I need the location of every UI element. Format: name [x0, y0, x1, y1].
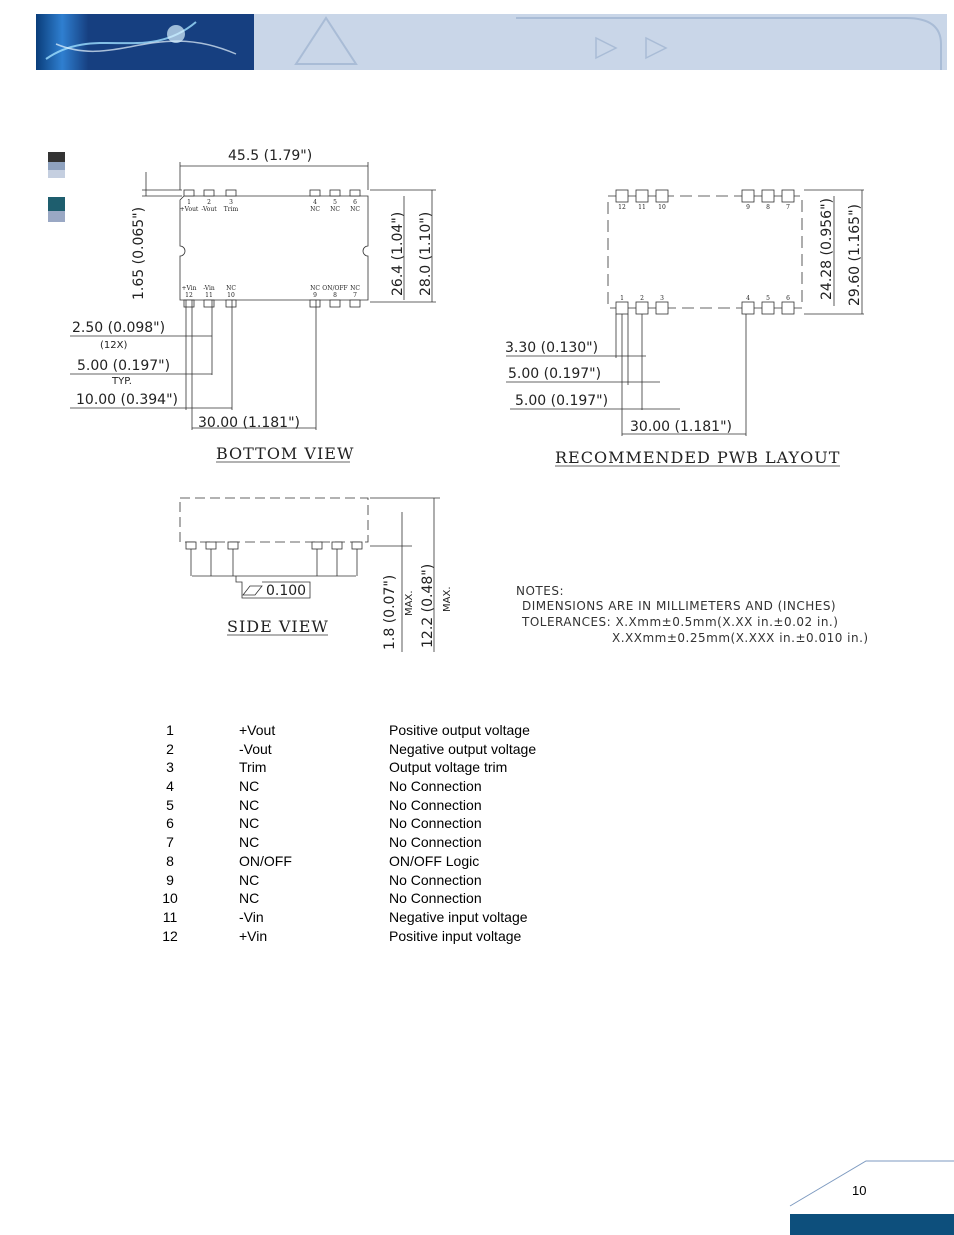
bottom-view-pin-name: ON/OFF — [322, 285, 348, 292]
table-row — [150, 928, 670, 947]
pwb-spacing5a-dim: 5.00 (0.197") — [508, 366, 602, 382]
pwb-pad — [656, 190, 668, 202]
pin-name: +Vin — [239, 927, 268, 944]
pin-number: 12 — [162, 927, 178, 944]
bottom-view-pad — [330, 300, 340, 307]
pin-name: NC — [239, 815, 260, 832]
bottom-spacing10-dim: 10.00 (0.394") — [76, 392, 178, 408]
bottom-view-pad — [204, 300, 214, 307]
pwb-pad-dim: 3.30 (0.130") — [505, 340, 599, 356]
bottom-view-pad — [226, 190, 236, 196]
pin-name: ON/OFF — [239, 852, 292, 869]
bottom-view-pin-number: 7 — [353, 292, 357, 299]
legend-square-light — [48, 162, 65, 170]
pwb-pad-number: 7 — [786, 204, 790, 211]
pwb-pad-number: 3 — [660, 295, 664, 302]
pwb-pad-number: 8 — [766, 204, 770, 211]
bottom-view-pad — [310, 190, 320, 196]
bottom-view-pin-number: 12 — [185, 292, 193, 299]
bottom-view-pin-number: 4 — [313, 199, 317, 206]
pwb-pad — [742, 302, 754, 314]
pin-number: 7 — [166, 834, 174, 851]
pin-function: Positive output voltage — [389, 722, 530, 738]
pwb-pad-number: 1 — [620, 295, 624, 302]
pwb-pad — [762, 190, 774, 202]
pin-function: ON/OFF Logic — [389, 852, 480, 869]
pin-function: Output voltage trim — [389, 759, 508, 776]
pwb-pad-number: 4 — [746, 295, 750, 302]
bottom-pitch-dim: 2.50 (0.098") — [72, 320, 166, 336]
bottom-view-pin-name: -Vin — [203, 285, 215, 292]
pin-function: No Connection — [389, 834, 482, 851]
pin-function: No Connection — [389, 796, 482, 813]
pin-number: 4 — [166, 778, 174, 795]
pin-function: Positive input voltage — [389, 927, 522, 944]
bottom-view-pad — [310, 300, 320, 307]
side-height-dim: 12.2 (0.48") — [420, 563, 436, 648]
table-row — [150, 909, 670, 928]
side-view-title: SIDE VIEW — [227, 617, 329, 636]
notes-line-3: X.XXmm±0.25mm(X.XXX in.±0.010 in.) — [612, 631, 869, 645]
bottom-view-pad — [350, 190, 360, 196]
bottom-view-pin-name: -Vout — [201, 206, 217, 213]
bottom-view-pad — [184, 300, 194, 307]
bottom-view-pin-name: NC — [310, 206, 320, 213]
pin-function: No Connection — [389, 815, 482, 832]
pwb-layout — [505, 190, 864, 467]
bottom-height-inner-dim: 26.4 (1.04") — [390, 211, 406, 296]
table-row — [150, 722, 670, 741]
side-view-pin — [206, 542, 216, 549]
bottom-view-pin-name: NC — [226, 285, 236, 292]
side-view-pin — [312, 542, 322, 549]
pin-name: Trim — [239, 759, 267, 776]
bottom-view-pin-name: +Vin — [181, 285, 197, 292]
pin-name: NC — [239, 890, 260, 907]
pwb-height-inner-dim: 24.28 (0.956") — [819, 198, 835, 300]
pin-number: 11 — [162, 908, 178, 925]
pin-name: NC — [239, 778, 260, 795]
pwb-pad-number: 11 — [638, 204, 646, 211]
bottom-view-pin-name: NC — [350, 285, 360, 292]
pin-name: +Vout — [239, 722, 276, 738]
pwb-spacing5b-dim: 5.00 (0.197") — [515, 393, 609, 409]
bottom-view-pin-number: 8 — [333, 292, 337, 299]
pwb-pad — [742, 190, 754, 202]
bottom-view-pin-number: 5 — [333, 199, 337, 206]
table-row — [150, 872, 670, 891]
table-row — [150, 778, 670, 797]
pwb-pad — [782, 302, 794, 314]
bottom-view-pin-number: 3 — [229, 199, 233, 206]
pin-number: 6 — [166, 815, 174, 832]
footer-graphic — [788, 1158, 954, 1235]
pwb-pad — [636, 302, 648, 314]
pin-name: NC — [239, 834, 260, 851]
bottom-view-pin-name: +Vout — [179, 206, 199, 213]
bottom-spacing30-dim: 30.00 (1.181") — [198, 415, 300, 431]
pwb-pad-number: 2 — [640, 295, 644, 302]
pwb-pad-number: 12 — [618, 204, 626, 211]
bottom-edge-dim: 1.65 (0.065") — [131, 206, 147, 300]
side-standoff-dim: 1.8 (0.07") — [382, 574, 398, 650]
bottom-view — [70, 148, 436, 463]
pin-number: 3 — [166, 759, 174, 776]
bottom-view-pin-number: 10 — [227, 292, 235, 299]
table-row — [150, 815, 670, 834]
side-flatness-value: 0.100 — [266, 583, 307, 599]
pwb-pad-number: 9 — [746, 204, 750, 211]
table-row — [150, 853, 670, 872]
bottom-view-pin-number: 2 — [207, 199, 211, 206]
notes-line-2: TOLERANCES: X.Xmm±0.5mm(X.XX in.±0.02 in.) — [522, 615, 839, 629]
side-view-pin — [228, 542, 238, 549]
table-row — [150, 759, 670, 778]
pin-function: No Connection — [389, 871, 482, 888]
bottom-view-pin-number: 11 — [205, 292, 213, 299]
bottom-pitch-note: (12X) — [100, 340, 128, 351]
pin-number: 10 — [162, 890, 178, 907]
bottom-view-title: BOTTOM VIEW — [216, 444, 355, 463]
pin-table — [150, 722, 670, 946]
bottom-view-pad — [350, 300, 360, 307]
pwb-height-outer-dim: 29.60 (1.165") — [847, 204, 863, 306]
bottom-typ-note: TYP. — [112, 376, 132, 387]
notes-heading: NOTES: — [516, 584, 564, 598]
table-row — [150, 890, 670, 909]
pwb-pad — [762, 302, 774, 314]
pin-name: -Vin — [239, 908, 264, 925]
pin-function: No Connection — [389, 778, 482, 795]
side-view-pin — [332, 542, 342, 549]
pin-number: 5 — [166, 796, 174, 813]
pwb-pad-number: 5 — [766, 295, 770, 302]
side-standoff-max: MAX. — [404, 590, 415, 616]
table-row — [150, 741, 670, 760]
pin-number: 8 — [166, 852, 174, 869]
pwb-pad — [656, 302, 668, 314]
bottom-height-outer-dim: 28.0 (1.10") — [418, 211, 434, 296]
side-view-pin — [352, 542, 362, 549]
bottom-view-pad — [226, 300, 236, 307]
legend-square-dark — [48, 152, 65, 162]
pwb-pad-number: 10 — [658, 204, 666, 211]
bottom-view-pad — [330, 190, 340, 196]
pin-number: 1 — [166, 722, 174, 738]
page-number: 10 — [852, 1183, 867, 1198]
pwb-pad — [782, 190, 794, 202]
side-height-max: MAX. — [442, 586, 453, 612]
pwb-pad-number: 6 — [786, 295, 790, 302]
bottom-view-pin-name: NC — [310, 285, 320, 292]
notes-line-1: DIMENSIONS ARE IN MILLIMETERS AND (INCHES) — [522, 599, 837, 613]
pwb-pad — [616, 190, 628, 202]
pin-name: -Vout — [239, 740, 272, 757]
pin-function: Negative output voltage — [389, 740, 537, 757]
bottom-view-pin-name: NC — [330, 206, 340, 213]
bottom-view-pin-name: Trim — [223, 206, 239, 213]
bottom-view-pin-number: 6 — [353, 199, 357, 206]
pin-function: Negative input voltage — [389, 908, 528, 925]
bottom-view-pin-name: NC — [350, 206, 360, 213]
pin-name: NC — [239, 796, 260, 813]
bottom-view-pad — [184, 190, 194, 196]
notes — [516, 584, 869, 645]
pwb-pad — [616, 302, 628, 314]
bottom-spacing5-dim: 5.00 (0.197") — [77, 358, 171, 374]
pwb-pad — [636, 190, 648, 202]
pwb-spacing30-dim: 30.00 (1.181") — [630, 419, 732, 435]
table-row — [150, 797, 670, 816]
bottom-view-pin-number: 1 — [187, 199, 191, 206]
pin-number: 2 — [166, 740, 174, 757]
pwb-layout-title: RECOMMENDED PWB LAYOUT — [555, 448, 841, 467]
side-view-pin — [186, 542, 196, 549]
legend-square-teal — [48, 197, 65, 211]
bottom-view-pad — [204, 190, 214, 196]
bottom-width-dim: 45.5 (1.79") — [228, 148, 313, 164]
pin-name: NC — [239, 871, 260, 888]
pin-number: 9 — [166, 871, 174, 888]
bottom-view-pin-number: 9 — [313, 292, 317, 299]
pin-function: No Connection — [389, 890, 482, 907]
side-view — [180, 498, 453, 652]
table-row — [150, 834, 670, 853]
